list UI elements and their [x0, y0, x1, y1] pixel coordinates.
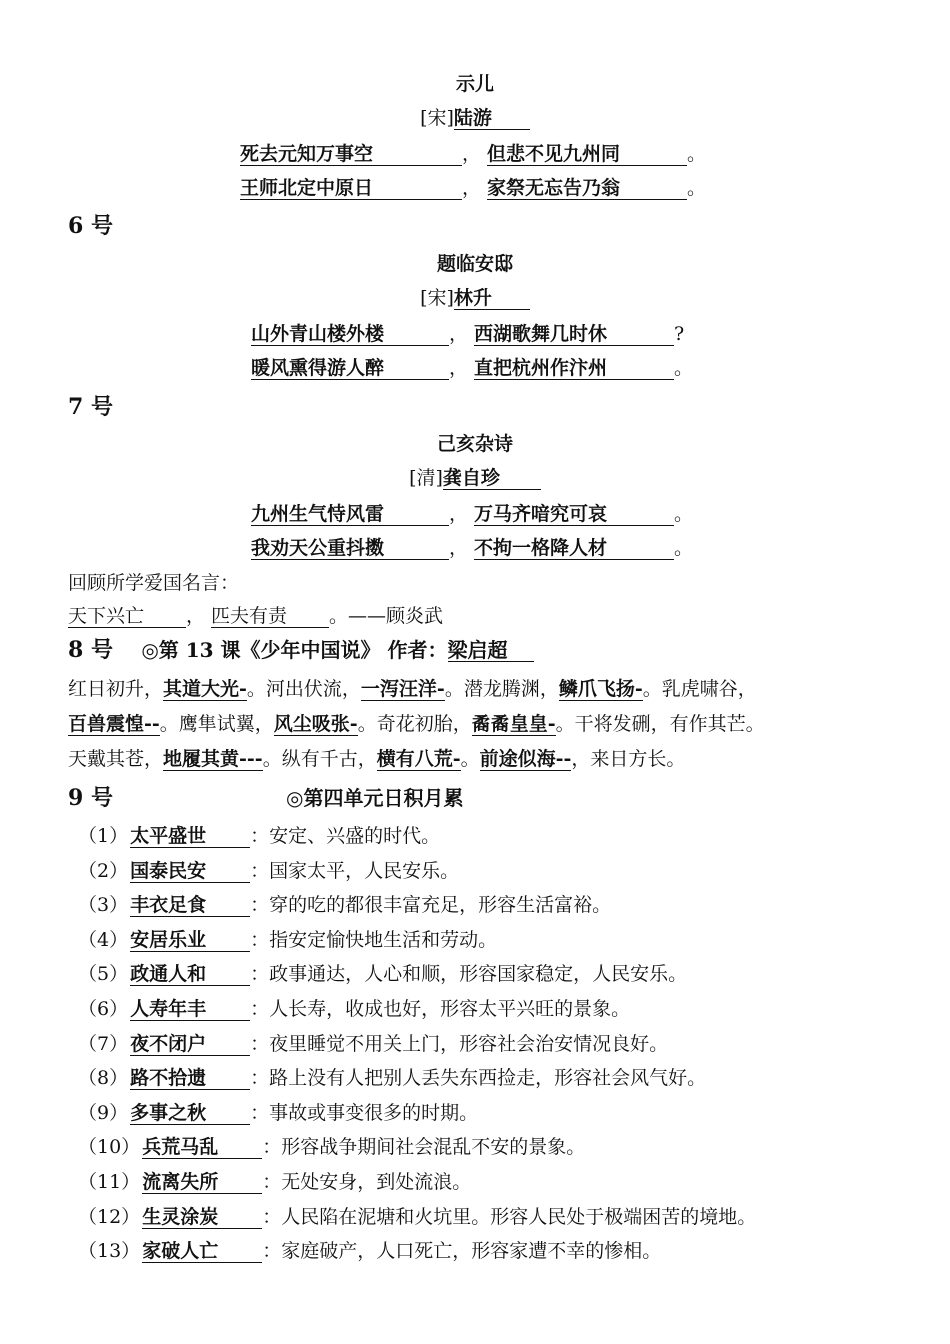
passage-text: 。乳虎啸谷， [642, 678, 757, 700]
poem-line: 王师北定中原日 ， 家祭无忘告乃翁 。 [240, 177, 707, 199]
idiom-definition: ：夜里睡觉不用关上门，形容社会治安情况良好。 [250, 1033, 669, 1055]
section-number: 7 号 [68, 394, 113, 420]
passage-answer: 横有八荒- [376, 748, 461, 770]
verse-answer: 九州生气恃风雷 [251, 503, 449, 526]
poem-title: 己亥杂诗 [436, 433, 513, 455]
idiom-definition: ：安定、兴盛的时代。 [250, 825, 441, 847]
section-number: 8 号 [68, 637, 113, 663]
passage-line [68, 707, 898, 742]
item-number: （13） [78, 1240, 141, 1262]
review-quote: 天下兴亡 ， 匹夫有责 。——顾炎武 [68, 605, 444, 627]
author-answer: 梁启超 [448, 639, 534, 662]
passage-text: 。纵有千古， [262, 748, 377, 770]
verse-answer: 我劝天公重抖擞 [251, 537, 449, 560]
idiom-definition: ：人长寿，收成也好，形容太平兴旺的景象。 [250, 998, 631, 1020]
quote-answer: 匹夫有责 [211, 605, 329, 628]
poem-title: 示儿 [455, 73, 494, 95]
poem-author-line [0, 106, 950, 130]
idiom-answer: 生灵涂炭 [142, 1206, 262, 1229]
idiom-answer: 兵荒马乱 [142, 1136, 262, 1159]
passage-text: 天戴其苍， [68, 748, 164, 770]
passage-answer: 一泻汪洋- [360, 678, 445, 700]
passage-text: ，来日方长。 [571, 748, 686, 770]
idiom-definition: ：国家太平，人民安乐。 [250, 860, 460, 882]
idiom-answer: 多事之秋 [130, 1102, 250, 1125]
unit-title: ◎第四单元日积月累 [286, 786, 464, 810]
item-number: （9） [78, 1102, 129, 1124]
poem-line: 死去元知万事空 ， 但悲不见九州同 。 [240, 143, 707, 165]
lesson-heading [68, 638, 534, 662]
idiom-definition: ：穿的吃的都很丰富充足，形容生活富裕。 [250, 894, 612, 916]
idiom-answer: 路不拾遗 [130, 1067, 250, 1090]
idiom-answer: 丰衣足食 [130, 894, 250, 917]
item-number: （2） [78, 860, 129, 882]
verse-answer: 暖风熏得游人醉 [251, 357, 449, 380]
verse-answer: 不拘一格降人材 [474, 537, 674, 560]
idiom-answer: 安居乐业 [130, 929, 250, 952]
verse-answer: 山外青山楼外楼 [251, 323, 449, 346]
idiom-definition: ：政事通达，人心和顺，形容国家稳定，人民安乐。 [250, 963, 688, 985]
idiom-answer: 太平盛世 [130, 825, 250, 848]
passage-text: 。干将发硎，有作其芒。 [555, 713, 765, 735]
dynasty: [宋] [420, 107, 454, 129]
section-number: 9 号 [68, 785, 113, 811]
passage-text: 。奇花初胎， [357, 713, 472, 735]
idiom-definition: ：无处安身，到处流浪。 [262, 1171, 472, 1193]
verse-answer: 王师北定中原日 [240, 177, 462, 200]
passage-answer: 前途似海-- [479, 748, 572, 770]
idiom-definition: ：事故或事变很多的时期。 [250, 1102, 479, 1124]
list-item [78, 962, 687, 986]
list-item [78, 1066, 706, 1090]
poem-title: 题临安邸 [436, 253, 513, 275]
item-number: （1） [78, 825, 129, 847]
passage-answer: 鳞爪飞扬- [558, 678, 643, 700]
item-number: （12） [78, 1206, 141, 1228]
passage-text: 红日初升， [68, 678, 164, 700]
list-item [78, 928, 497, 952]
item-number: （4） [78, 929, 129, 951]
list-item [78, 1239, 661, 1263]
idiom-definition: ：指安定愉快地生活和劳动。 [250, 929, 498, 951]
quote-attribution: 。——顾炎武 [329, 605, 444, 627]
passage-text: 。鹰隼试翼， [159, 713, 274, 735]
author-answer: 林升 [454, 287, 530, 310]
passage-text: 。潜龙腾渊， [444, 678, 559, 700]
poem-line: 我劝天公重抖擞 ， 不拘一格降人材 。 [251, 537, 694, 559]
poem-line: 九州生气恃风雷 ， 万马齐喑究可哀 。 [251, 503, 694, 525]
verse-answer: 但悲不见九州同 [487, 143, 687, 166]
verse-answer: 西湖歌舞几时休 [474, 323, 674, 346]
idiom-answer: 国泰民安 [130, 860, 250, 883]
passage-line [68, 672, 898, 707]
poem-author-line [0, 466, 950, 490]
author-answer: 龚自珍 [443, 467, 541, 490]
item-number: （8） [78, 1067, 129, 1089]
list-item [78, 1205, 756, 1229]
passage-answer: 矞矞皇皇- [471, 713, 556, 735]
passage-paragraph [68, 672, 898, 777]
idiom-definition: ：人民陷在泥塘和火坑里。形容人民处于极端困苦的境地。 [262, 1206, 757, 1228]
idiom-answer: 流离失所 [142, 1171, 262, 1194]
passage-answer: 其道大光- [163, 678, 247, 700]
item-number: （7） [78, 1033, 129, 1055]
verse-answer: 家祭无忘告乃翁 [487, 177, 687, 200]
quote-answer: 天下兴亡 [68, 605, 186, 628]
idiom-answer: 人寿年丰 [130, 998, 250, 1021]
list-item [78, 1032, 668, 1056]
list-item [78, 824, 440, 848]
poem-line: 暖风熏得游人醉 ， 直把杭州作汴州 。 [251, 357, 694, 379]
item-number: （10） [78, 1136, 141, 1158]
list-item [78, 1101, 478, 1125]
idiom-answer: 家破人亡 [142, 1240, 262, 1263]
passage-text: 。 [460, 748, 480, 770]
dynasty: [清] [409, 467, 443, 489]
verse-answer: 直把杭州作汴州 [474, 357, 674, 380]
passage-text: 。河出伏流， [246, 678, 361, 700]
item-number: （5） [78, 963, 129, 985]
verse-answer: 万马齐喑究可哀 [474, 503, 674, 526]
section-number: 6 号 [68, 213, 113, 239]
idiom-answer: 夜不闭户 [130, 1033, 250, 1056]
lesson-title: ◎第 13 课《少年中国说》 作者： [141, 638, 448, 662]
unit-heading [68, 785, 464, 811]
passage-answer: 百兽震惶-- [68, 713, 160, 735]
idiom-answer: 政通人和 [130, 963, 250, 986]
passage-line [68, 742, 898, 777]
poem-author-line [0, 286, 950, 310]
list-item [78, 997, 630, 1021]
list-item [78, 893, 611, 917]
review-heading: 回顾所学爱国名言： [68, 572, 240, 594]
list-item [78, 1135, 585, 1159]
dynasty: [宋] [420, 287, 454, 309]
item-number: （6） [78, 998, 129, 1020]
idiom-definition: ：家庭破产，人口死亡，形容家遭不幸的惨相。 [262, 1240, 662, 1262]
passage-answer: 地履其黄--- [163, 748, 263, 770]
list-item [78, 1170, 471, 1194]
passage-answer: 风尘吸张- [273, 713, 358, 735]
author-answer: 陆游 [454, 107, 530, 130]
poem-line: 山外青山楼外楼 ， 西湖歌舞几时休 ? [251, 323, 685, 345]
item-number: （11） [78, 1171, 141, 1193]
list-item [78, 859, 459, 883]
idiom-definition: ：形容战争期间社会混乱不安的景象。 [262, 1136, 586, 1158]
item-number: （3） [78, 894, 129, 916]
idiom-definition: ：路上没有人把别人丢失东西捡走，形容社会风气好。 [250, 1067, 707, 1089]
verse-answer: 死去元知万事空 [240, 143, 462, 166]
